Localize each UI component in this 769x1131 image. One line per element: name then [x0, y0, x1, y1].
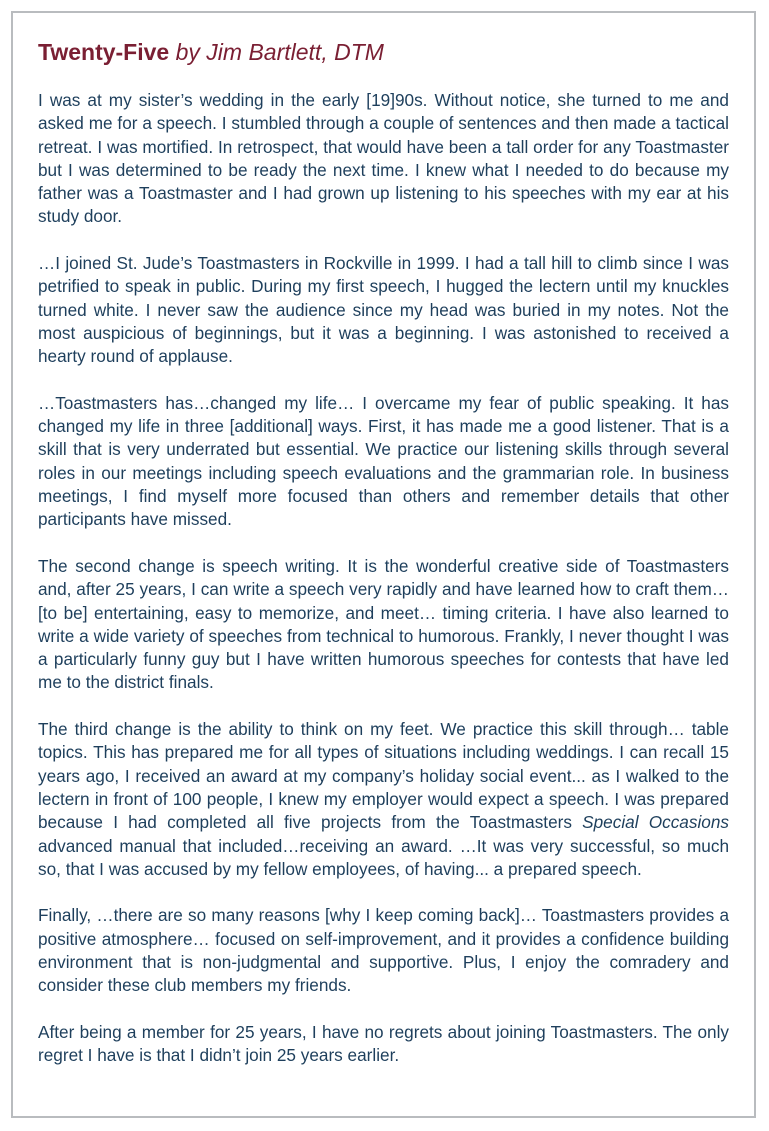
- manual-title: Special Occasions: [582, 812, 729, 833]
- paragraph-joined: …I joined St. Jude’s Toastmasters in Rockville in 1999. I had a tall hill to climb since I was petrified to speak in public. During my first speech, I hugged the lectern until my knuckles turned white. I never saw the audience since my head was buried in my notes. Not the most auspicious of beginnings, but it was a beginning. I was astonished to received a hearty round of applause.: [38, 253, 729, 367]
- paragraph-conclusion: After being a member for 25 years, I have no regrets about joining Toastmasters. The only regret I have is that I didn’t join 25 years earlier.: [38, 1021, 729, 1066]
- paragraph-wedding: I was at my sister’s wedding in the early [19]90s. Without notice, she turned to me and asked me for a speech. I stumbled through a couple of sentences and then made a tactical retreat. I was mortified. In retrospect, that would have been a tall order for any Toastmaster but I was determined to be ready the next time. I knew what I needed to do because my father was a Toastmaster and I had grown up listening to his speeches with my ear at his study door.: [38, 90, 729, 227]
- article-card: [11, 11, 756, 1118]
- paragraph-think-on-feet-part1: The third change is the ability to think on my feet. We practice this skill through… table topics. This has prepared me for all types of situations including weddings. I can recall 15 years ago, I received an award at my company’s holiday social event... as I walked to the lectern in front of 100 people, I knew my employer would expect a speech. I was prepared because I had completed all five projects from the Toastmasters: [38, 719, 729, 833]
- paragraph-finally: Finally, …there are so many reasons [why I keep coming back]… Toastmasters provides a positive atmosphere… focused on self-improvement, and it provides a confidence building environment that is non-judgmental and supportive. Plus, I enjoy the comradery and consider these club members my friends.: [38, 905, 729, 996]
- paragraph-think-on-feet: [38, 718, 729, 881]
- article-byline: by Jim Bartlett, DTM: [175, 39, 384, 65]
- paragraph-think-on-feet-part2: advanced manual that included…receiving an award. …It was very successful, so much so, that I was accused by my fellow employees, of having... a prepared speech.: [38, 835, 729, 879]
- article-title: Twenty-Five: [38, 39, 170, 65]
- paragraph-changed-life: …Toastmasters has…changed my life… I overcame my fear of public speaking. It has changed my life in three [additional] ways. First, it has made me a good listener. That is a skill that is very underrated but essential. We practice our listening skills through several roles in our meetings including speech evaluations and the grammarian role. In business meetings, I find myself more focused than others and remember details that other participants have missed.: [38, 392, 729, 530]
- article-heading: [38, 37, 729, 67]
- paragraph-speech-writing: The second change is speech writing. It is the wonderful creative side of Toastmasters and, after 25 years, I can write a speech very rapidly and have learned how to craft them… [to be] entertaining, easy to memorize, and meet… timing criteria. I have also learned to write a wide variety of speeches from technical to humorous. Frankly, I never thought I was a particularly funny guy but I have written humorous speeches for contests that have led me to the district finals.: [38, 555, 729, 693]
